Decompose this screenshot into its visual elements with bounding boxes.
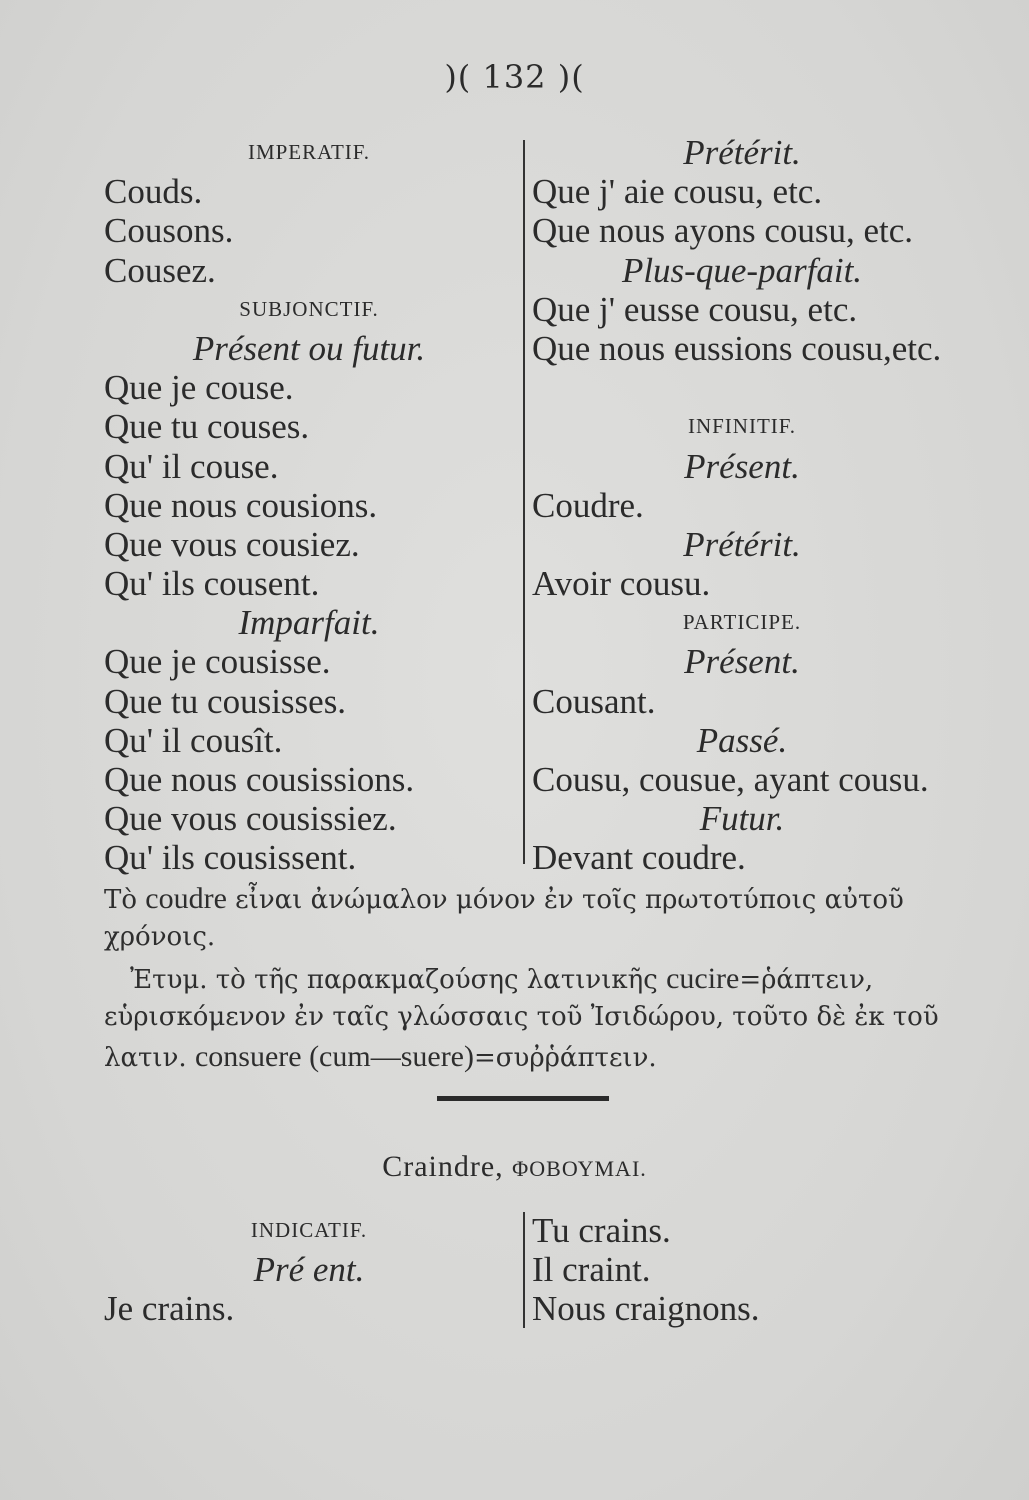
tense-label: Prétérit.: [683, 133, 801, 172]
tense-label: Présent ou futur.: [192, 328, 426, 368]
column-divider: [523, 140, 525, 864]
conjugation-line: Que je cousisse.: [104, 642, 331, 682]
note-text: =ῥάπτειν,: [739, 965, 874, 995]
tense-label: Imparfait.: [238, 603, 380, 643]
conjugation-line: Que nous eussions cousu,etc.: [532, 328, 942, 368]
tense-label: Passé.: [696, 720, 788, 760]
note-latin: coudre: [145, 882, 227, 915]
page-number: )( 132 )(: [444, 58, 585, 96]
note-latin: consuere (cum—suere): [194, 1040, 474, 1073]
section-label: INFINITIF.: [687, 414, 797, 439]
conjugation-line: Qu' il cousît.: [104, 720, 283, 760]
conjugation-line: Que nous cousions.: [104, 485, 378, 525]
note-text: Ἐτυμ. τὸ τῆς παρακμαζούσης λατινικῆς: [130, 965, 658, 995]
tense-label: Futur.: [699, 799, 785, 839]
conjugation-line: Qu' ils cousissent.: [104, 838, 357, 878]
tense-label: Présent.: [684, 642, 800, 682]
conjugation-line: Cousons.: [104, 211, 234, 251]
conjugation-line: Que nous cousissions.: [104, 760, 415, 799]
conjugation-line: Que vous cousiez.: [104, 524, 360, 564]
note-line-4: [104, 1002, 939, 1032]
note-text: εἶναι ἀνώμαλον μόνον ἐν τοῖς πρωτοτύποις αὐτοῦ: [235, 885, 904, 915]
conjugation-line: Qu' ils cousent.: [104, 564, 320, 604]
conjugation-line: [532, 368, 952, 407]
conjugation-line: Avoir cousu.: [532, 564, 711, 604]
right-column: [532, 133, 952, 878]
conjugation-line: Je crains.: [104, 1289, 235, 1329]
note-text: =συῤῥάπτειν.: [474, 1043, 657, 1073]
note-line-2: [104, 922, 215, 952]
column-divider: [523, 1212, 525, 1328]
tense-label: Prétérit.: [683, 524, 801, 564]
section-label: IMPERATIF.: [247, 140, 371, 164]
note-line-3: [130, 962, 873, 996]
conjugation-line: Qu' il couse.: [104, 446, 279, 486]
section-label: SUBJONCTIF.: [239, 296, 379, 321]
conjugation-line: Cousant.: [532, 681, 656, 721]
conjugation-line: Que tu cousisses.: [104, 681, 347, 721]
heading-latin: Craindre,: [382, 1150, 504, 1183]
tense-label: Présent.: [684, 446, 800, 486]
section2-right-column: [532, 1211, 952, 1329]
conjugation-line: Que je couse.: [104, 368, 294, 408]
section-divider: [437, 1096, 609, 1101]
section-heading: [0, 1150, 1029, 1184]
tense-label: Plus-que-parfait.: [621, 250, 863, 290]
note-line-5: [104, 1040, 657, 1074]
tense-label: Pré ent.: [253, 1250, 365, 1290]
conjugation-line: Cousu, cousue, ayant cousu.: [532, 760, 929, 799]
conjugation-line: Il craint.: [532, 1250, 651, 1290]
conjugation-line: Coudre.: [532, 485, 644, 525]
section-label: INDICATIF.: [250, 1218, 368, 1242]
left-column: [104, 133, 514, 878]
conjugation-line: Cousez.: [104, 250, 216, 290]
section-label: PARTICIPE.: [682, 610, 802, 635]
conjugation-line: Que j' eusse cousu, etc.: [532, 289, 858, 329]
heading-greek: ΦΟΒΟΥΜΑΙ.: [512, 1156, 647, 1181]
conjugation-line: Que j' aie cousu, etc.: [532, 172, 823, 212]
note-text: χρόνοις.: [104, 922, 216, 952]
note-text: Τὸ: [104, 885, 137, 915]
conjugation-line: Que nous ayons cousu, etc.: [532, 211, 914, 251]
conjugation-line: Devant coudre.: [532, 838, 746, 878]
conjugation-line: Que vous cousissiez.: [104, 799, 397, 839]
conjugation-line: Nous craignons.: [532, 1289, 760, 1329]
note-text: εὑρισκόμενον ἐν ταῖς γλώσσαις τοῦ Ἰσιδώρου, τοῦτο δὲ ἐκ τοῦ: [104, 1002, 939, 1032]
section2-left-column: [104, 1211, 514, 1329]
conjugation-line: Que tu couses.: [104, 407, 310, 447]
conjugation-line: Couds.: [104, 172, 203, 212]
note-line-1: [104, 882, 904, 916]
note-text: λατιν.: [104, 1043, 187, 1073]
note-latin: cucire: [666, 962, 740, 995]
conjugation-line: Tu crains.: [532, 1211, 671, 1250]
